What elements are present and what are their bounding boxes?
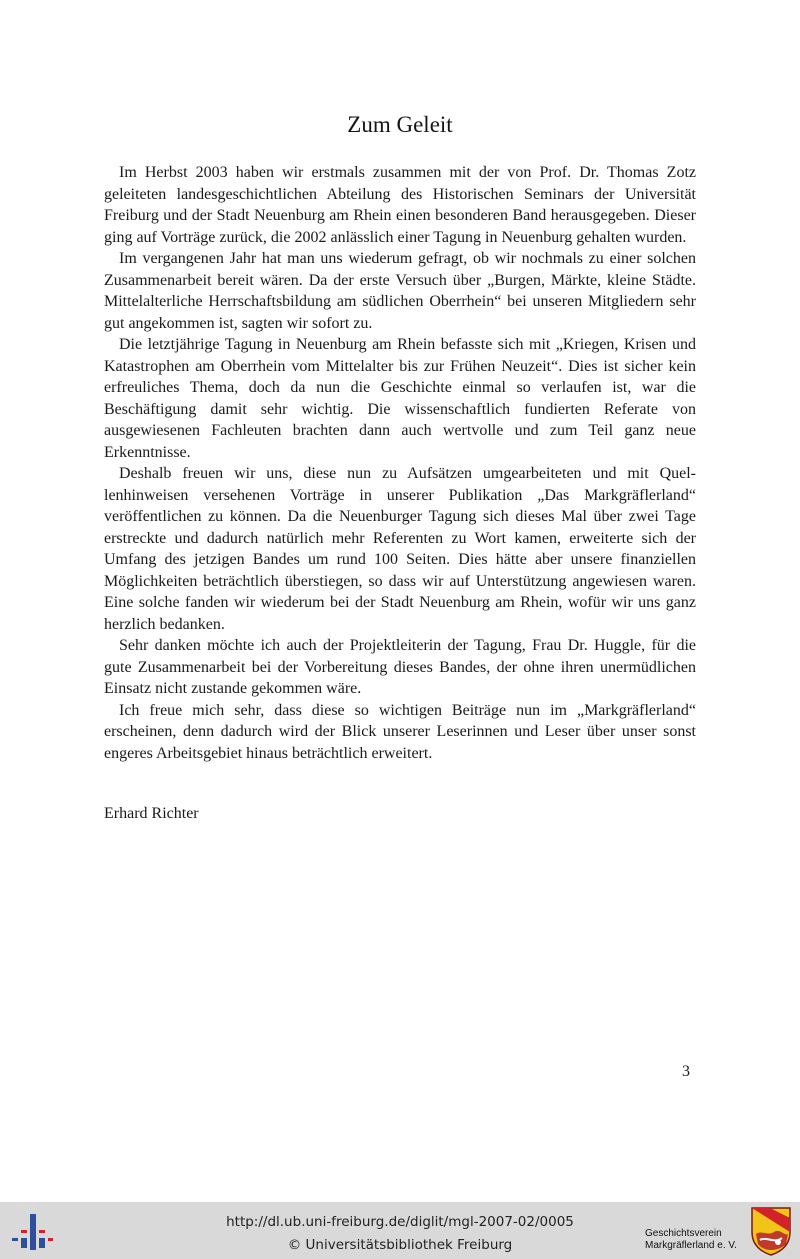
body-text (104, 162, 696, 764)
page-title: Zum Geleit (347, 112, 453, 137)
footer-url-link[interactable]: http://dl.ub.uni-freiburg.de/diglit/mgl-2007-02/0005 (226, 1214, 574, 1230)
footer-bar (0, 1202, 800, 1259)
paragraph: Die letztjährige Tagung in Neuenburg am Rhein befasste sich mit „Kriegen, Krisen und Katastrophen am Oberrhein vom Mittelalter bis zur Frühen Neuzeit“. Dies ist sicher kein erfreuliches Thema, doch da nun die Geschichte einmal so verlaufen ist, war die Beschäftigung damit sehr wichtig. Die wissenschaftlich fundierten Referate von ausgewiesenen Fachleuten brachten dann auch wertvolle und zum Teil ganz neue Erkenntnisse. (104, 336, 696, 461)
society-line-2: Markgräflerland e. V. (645, 1240, 737, 1251)
coat-of-arms-icon (750, 1206, 792, 1256)
footer-copyright: © Universitätsbibliothek Freiburg (287, 1237, 513, 1253)
society-name (645, 1228, 737, 1252)
society-line-1: Geschichtsverein (645, 1228, 722, 1239)
page-number: 3 (682, 1063, 690, 1080)
paragraph: Sehr danken möchte ich auch der Projektleiterin der Tagung, Frau Dr. Huggle, für die gute Zusammenarbeit bei der Vorbereitung dieses Bandes, der ohne ihren unermüdlichen Einsatz nicht zustande gekommen wäre. (104, 637, 696, 697)
paragraph: Im Herbst 2003 haben wir erstmals zusammen mit der von Prof. Dr. Thomas Zotz geleiteten landesgeschichtlichen Abteilung des Historischen Seminars der Universität Freiburg und der Stadt Neuenburg am Rhein einen besonderen Band herausgegeben. Dieser ging auf Vorträge zurück, die 2002 anlässlich einer Tagung in Neuenburg gehalten wurden. (104, 164, 696, 246)
signature: Erhard Richter (104, 805, 199, 822)
paragraph: Im vergangenen Jahr hat man uns wiederum gefragt, ob wir nochmals zu einer solchen Zusammenarbeit bereit wären. Da der erste Versuch über „Burgen, Märkte, kleine Städte. Mittelalterliche Herrschaftsbildung am südlichen Oberrhein“ bei unseren Mitgliedern sehr gut angekommen ist, sagten wir sofort zu. (104, 250, 696, 332)
paragraph: Deshalb freuen wir uns, diese nun zu Aufsätzen umgearbeiteten und mit Quellenhinweisen versehenen Vorträge in unserer Publikation „Das Markgräflerland“ veröffentlichen zu können. Da die Neuenburger Tagung sich dieses Mal über zwei Tage erstreckte und dadurch natürlich mehr Referenten zu Wort kamen, erweiterte sich der Umfang des jetzigen Bandes um rund 100 Seiten. Dies hätte aber unsere finanziellen Möglichkeiten beträchtlich überstiegen, so dass wir auf Unterstützung angewiesen waren. Eine solche fanden wir wiederum bei der Stadt Neuenburg am Rhein, wofür wir uns ganz herzlich bedanken. (104, 465, 696, 633)
paragraph: Ich freue mich sehr, dass diese so wichtigen Beiträge nun im „Markgräflerland“ erscheinen, denn dadurch wird der Blick unserer Leserinnen und Leser über unser sonst engeres Arbeitsgebiet hinaus beträchtlich erweitert. (104, 701, 696, 762)
